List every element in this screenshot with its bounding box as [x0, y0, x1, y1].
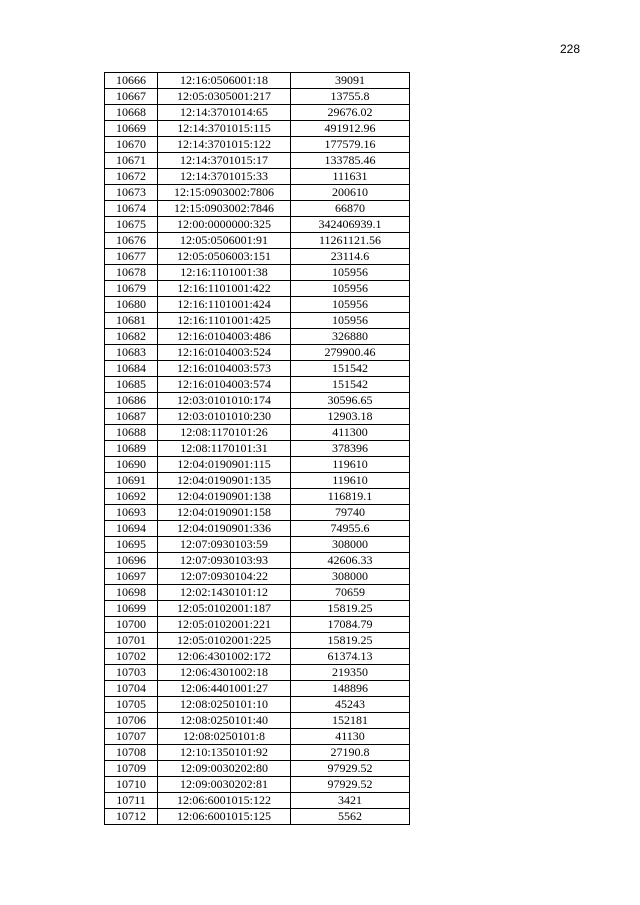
row-number-cell: 10676 — [105, 233, 158, 249]
table-row — [105, 137, 410, 153]
table-row — [105, 473, 410, 489]
value-cell: 30596.65 — [291, 393, 410, 409]
row-number-cell: 10703 — [105, 665, 158, 681]
table-row — [105, 649, 410, 665]
table-row — [105, 585, 410, 601]
cadastral-number-cell: 12:03:0101010:230 — [158, 409, 291, 425]
value-cell: 29676.02 — [291, 105, 410, 121]
cadastral-number-cell: 12:14:3701015:122 — [158, 137, 291, 153]
cadastral-number-cell: 12:05:0305001:217 — [158, 89, 291, 105]
table-row — [105, 601, 410, 617]
row-number-cell: 10702 — [105, 649, 158, 665]
cadastral-number-cell: 12:08:0250101:40 — [158, 713, 291, 729]
row-number-cell: 10696 — [105, 553, 158, 569]
value-cell: 308000 — [291, 569, 410, 585]
table-body — [105, 73, 410, 825]
row-number-cell: 10683 — [105, 345, 158, 361]
cadastral-number-cell: 12:06:4401001:27 — [158, 681, 291, 697]
cadastral-number-cell: 12:14:3701015:33 — [158, 169, 291, 185]
table-row — [105, 777, 410, 793]
value-cell: 42606.33 — [291, 553, 410, 569]
row-number-cell: 10673 — [105, 185, 158, 201]
value-cell: 119610 — [291, 457, 410, 473]
table-row — [105, 393, 410, 409]
table-row — [105, 169, 410, 185]
value-cell: 133785.46 — [291, 153, 410, 169]
cadastral-number-cell: 12:08:0250101:8 — [158, 729, 291, 745]
value-cell: 97929.52 — [291, 777, 410, 793]
row-number-cell: 10684 — [105, 361, 158, 377]
table-row — [105, 553, 410, 569]
row-number-cell: 10705 — [105, 697, 158, 713]
value-cell: 5562 — [291, 809, 410, 825]
value-cell: 111631 — [291, 169, 410, 185]
row-number-cell: 10691 — [105, 473, 158, 489]
value-cell: 97929.52 — [291, 761, 410, 777]
row-number-cell: 10667 — [105, 89, 158, 105]
cadastral-number-cell: 12:04:0190901:158 — [158, 505, 291, 521]
row-number-cell: 10677 — [105, 249, 158, 265]
value-cell: 116819.1 — [291, 489, 410, 505]
cadastral-number-cell: 12:14:3701015:115 — [158, 121, 291, 137]
cadastral-number-cell: 12:16:0506001:18 — [158, 73, 291, 89]
value-cell: 45243 — [291, 697, 410, 713]
cadastral-number-cell: 12:08:0250101:10 — [158, 697, 291, 713]
row-number-cell: 10668 — [105, 105, 158, 121]
table-row — [105, 729, 410, 745]
table-row — [105, 505, 410, 521]
cadastral-number-cell: 12:03:0101010:174 — [158, 393, 291, 409]
table-row — [105, 361, 410, 377]
row-number-cell: 10689 — [105, 441, 158, 457]
page-number: 228 — [559, 42, 580, 56]
row-number-cell: 10712 — [105, 809, 158, 825]
row-number-cell: 10707 — [105, 729, 158, 745]
row-number-cell: 10697 — [105, 569, 158, 585]
value-cell: 15819.25 — [291, 633, 410, 649]
value-cell: 74955.6 — [291, 521, 410, 537]
row-number-cell: 10704 — [105, 681, 158, 697]
row-number-cell: 10695 — [105, 537, 158, 553]
row-number-cell: 10672 — [105, 169, 158, 185]
table-row — [105, 265, 410, 281]
table-row — [105, 761, 410, 777]
row-number-cell: 10670 — [105, 137, 158, 153]
value-cell: 13755.8 — [291, 89, 410, 105]
table-row — [105, 521, 410, 537]
row-number-cell: 10680 — [105, 297, 158, 313]
row-number-cell: 10694 — [105, 521, 158, 537]
table-row — [105, 617, 410, 633]
table-row — [105, 441, 410, 457]
value-cell: 279900.46 — [291, 345, 410, 361]
cadastral-number-cell: 12:05:0102001:187 — [158, 601, 291, 617]
row-number-cell: 10671 — [105, 153, 158, 169]
cadastral-number-cell: 12:04:0190901:336 — [158, 521, 291, 537]
value-cell: 27190.8 — [291, 745, 410, 761]
cadastral-number-cell: 12:06:4301002:172 — [158, 649, 291, 665]
table-row — [105, 681, 410, 697]
cadastral-number-cell: 12:05:0102001:225 — [158, 633, 291, 649]
row-number-cell: 10706 — [105, 713, 158, 729]
value-cell: 17084.79 — [291, 617, 410, 633]
table-row — [105, 489, 410, 505]
value-cell: 23114.6 — [291, 249, 410, 265]
row-number-cell: 10711 — [105, 793, 158, 809]
value-cell: 61374.13 — [291, 649, 410, 665]
table-row — [105, 121, 410, 137]
row-number-cell: 10690 — [105, 457, 158, 473]
table-row — [105, 809, 410, 825]
row-number-cell: 10675 — [105, 217, 158, 233]
value-cell: 151542 — [291, 361, 410, 377]
cadastral-number-cell: 12:05:0506001:91 — [158, 233, 291, 249]
table-row — [105, 457, 410, 473]
table-row — [105, 297, 410, 313]
cadastral-number-cell: 12:15:0903002:7846 — [158, 201, 291, 217]
table-row — [105, 185, 410, 201]
value-cell: 70659 — [291, 585, 410, 601]
value-cell: 491912.96 — [291, 121, 410, 137]
cadastral-number-cell: 12:16:1101001:38 — [158, 265, 291, 281]
table-row — [105, 633, 410, 649]
cadastral-number-cell: 12:08:1170101:26 — [158, 425, 291, 441]
value-cell: 105956 — [291, 313, 410, 329]
cadastral-number-cell: 12:16:1101001:424 — [158, 297, 291, 313]
row-number-cell: 10701 — [105, 633, 158, 649]
table-row — [105, 537, 410, 553]
cadastral-number-cell: 12:07:0930104:22 — [158, 569, 291, 585]
cadastral-number-cell: 12:10:1350101:92 — [158, 745, 291, 761]
cadastral-number-cell: 12:14:3701015:17 — [158, 153, 291, 169]
row-number-cell: 10666 — [105, 73, 158, 89]
cadastral-number-cell: 12:16:1101001:422 — [158, 281, 291, 297]
table-row — [105, 665, 410, 681]
row-number-cell: 10699 — [105, 601, 158, 617]
cadastral-number-cell: 12:06:6001015:125 — [158, 809, 291, 825]
cadastral-number-cell: 12:16:0104003:574 — [158, 377, 291, 393]
value-cell: 342406939.1 — [291, 217, 410, 233]
row-number-cell: 10709 — [105, 761, 158, 777]
value-cell: 177579.16 — [291, 137, 410, 153]
cadastral-number-cell: 12:04:0190901:138 — [158, 489, 291, 505]
cadastral-number-cell: 12:16:0104003:573 — [158, 361, 291, 377]
row-number-cell: 10681 — [105, 313, 158, 329]
row-number-cell: 10687 — [105, 409, 158, 425]
value-cell: 326880 — [291, 329, 410, 345]
table-row — [105, 105, 410, 121]
table-row — [105, 73, 410, 89]
cadastral-number-cell: 12:16:1101001:425 — [158, 313, 291, 329]
value-cell: 152181 — [291, 713, 410, 729]
value-cell: 219350 — [291, 665, 410, 681]
table-row — [105, 201, 410, 217]
value-cell: 105956 — [291, 281, 410, 297]
cadastral-number-cell: 12:02:1430101:12 — [158, 585, 291, 601]
table-row — [105, 329, 410, 345]
value-cell: 200610 — [291, 185, 410, 201]
cadastral-number-cell: 12:04:0190901:115 — [158, 457, 291, 473]
table-row — [105, 153, 410, 169]
cadastral-number-cell: 12:04:0190901:135 — [158, 473, 291, 489]
row-number-cell: 10708 — [105, 745, 158, 761]
value-cell: 148896 — [291, 681, 410, 697]
cadastral-number-cell: 12:06:4301002:18 — [158, 665, 291, 681]
row-number-cell: 10688 — [105, 425, 158, 441]
cadastral-number-cell: 12:00:0000000:325 — [158, 217, 291, 233]
row-number-cell: 10682 — [105, 329, 158, 345]
table-row — [105, 217, 410, 233]
row-number-cell: 10669 — [105, 121, 158, 137]
value-cell: 11261121.56 — [291, 233, 410, 249]
table-row — [105, 345, 410, 361]
table-row — [105, 89, 410, 105]
table-row — [105, 569, 410, 585]
cadastral-number-cell: 12:15:0903002:7806 — [158, 185, 291, 201]
value-cell: 151542 — [291, 377, 410, 393]
value-cell: 66870 — [291, 201, 410, 217]
table-row — [105, 377, 410, 393]
value-cell: 119610 — [291, 473, 410, 489]
table-row — [105, 425, 410, 441]
value-cell: 411300 — [291, 425, 410, 441]
value-cell: 3421 — [291, 793, 410, 809]
row-number-cell: 10686 — [105, 393, 158, 409]
row-number-cell: 10685 — [105, 377, 158, 393]
value-cell: 79740 — [291, 505, 410, 521]
row-number-cell: 10710 — [105, 777, 158, 793]
cadastral-number-cell: 12:08:1170101:31 — [158, 441, 291, 457]
value-cell: 41130 — [291, 729, 410, 745]
row-number-cell: 10679 — [105, 281, 158, 297]
table-row — [105, 697, 410, 713]
table-row — [105, 281, 410, 297]
table-row — [105, 249, 410, 265]
table-row — [105, 313, 410, 329]
table-row — [105, 233, 410, 249]
table-row — [105, 793, 410, 809]
table-row — [105, 713, 410, 729]
cadastral-number-cell: 12:07:0930103:59 — [158, 537, 291, 553]
cadastral-number-cell: 12:09:0030202:81 — [158, 777, 291, 793]
value-cell: 378396 — [291, 441, 410, 457]
value-cell: 12903.18 — [291, 409, 410, 425]
cadastral-number-cell: 12:14:3701014:65 — [158, 105, 291, 121]
value-cell: 39091 — [291, 73, 410, 89]
cadastral-number-cell: 12:09:0030202:80 — [158, 761, 291, 777]
cadastral-number-cell: 12:07:0930103:93 — [158, 553, 291, 569]
value-cell: 308000 — [291, 537, 410, 553]
table-row — [105, 745, 410, 761]
value-cell: 105956 — [291, 265, 410, 281]
cadastral-number-cell: 12:05:0102001:221 — [158, 617, 291, 633]
row-number-cell: 10692 — [105, 489, 158, 505]
cadastral-number-cell: 12:06:6001015:122 — [158, 793, 291, 809]
cadastral-number-cell: 12:05:0506003:151 — [158, 249, 291, 265]
value-cell: 15819.25 — [291, 601, 410, 617]
row-number-cell: 10693 — [105, 505, 158, 521]
row-number-cell: 10678 — [105, 265, 158, 281]
cadastral-number-cell: 12:16:0104003:486 — [158, 329, 291, 345]
row-number-cell: 10674 — [105, 201, 158, 217]
table-row — [105, 409, 410, 425]
row-number-cell: 10698 — [105, 585, 158, 601]
value-cell: 105956 — [291, 297, 410, 313]
cadastral-value-table — [104, 72, 410, 825]
row-number-cell: 10700 — [105, 617, 158, 633]
cadastral-number-cell: 12:16:0104003:524 — [158, 345, 291, 361]
